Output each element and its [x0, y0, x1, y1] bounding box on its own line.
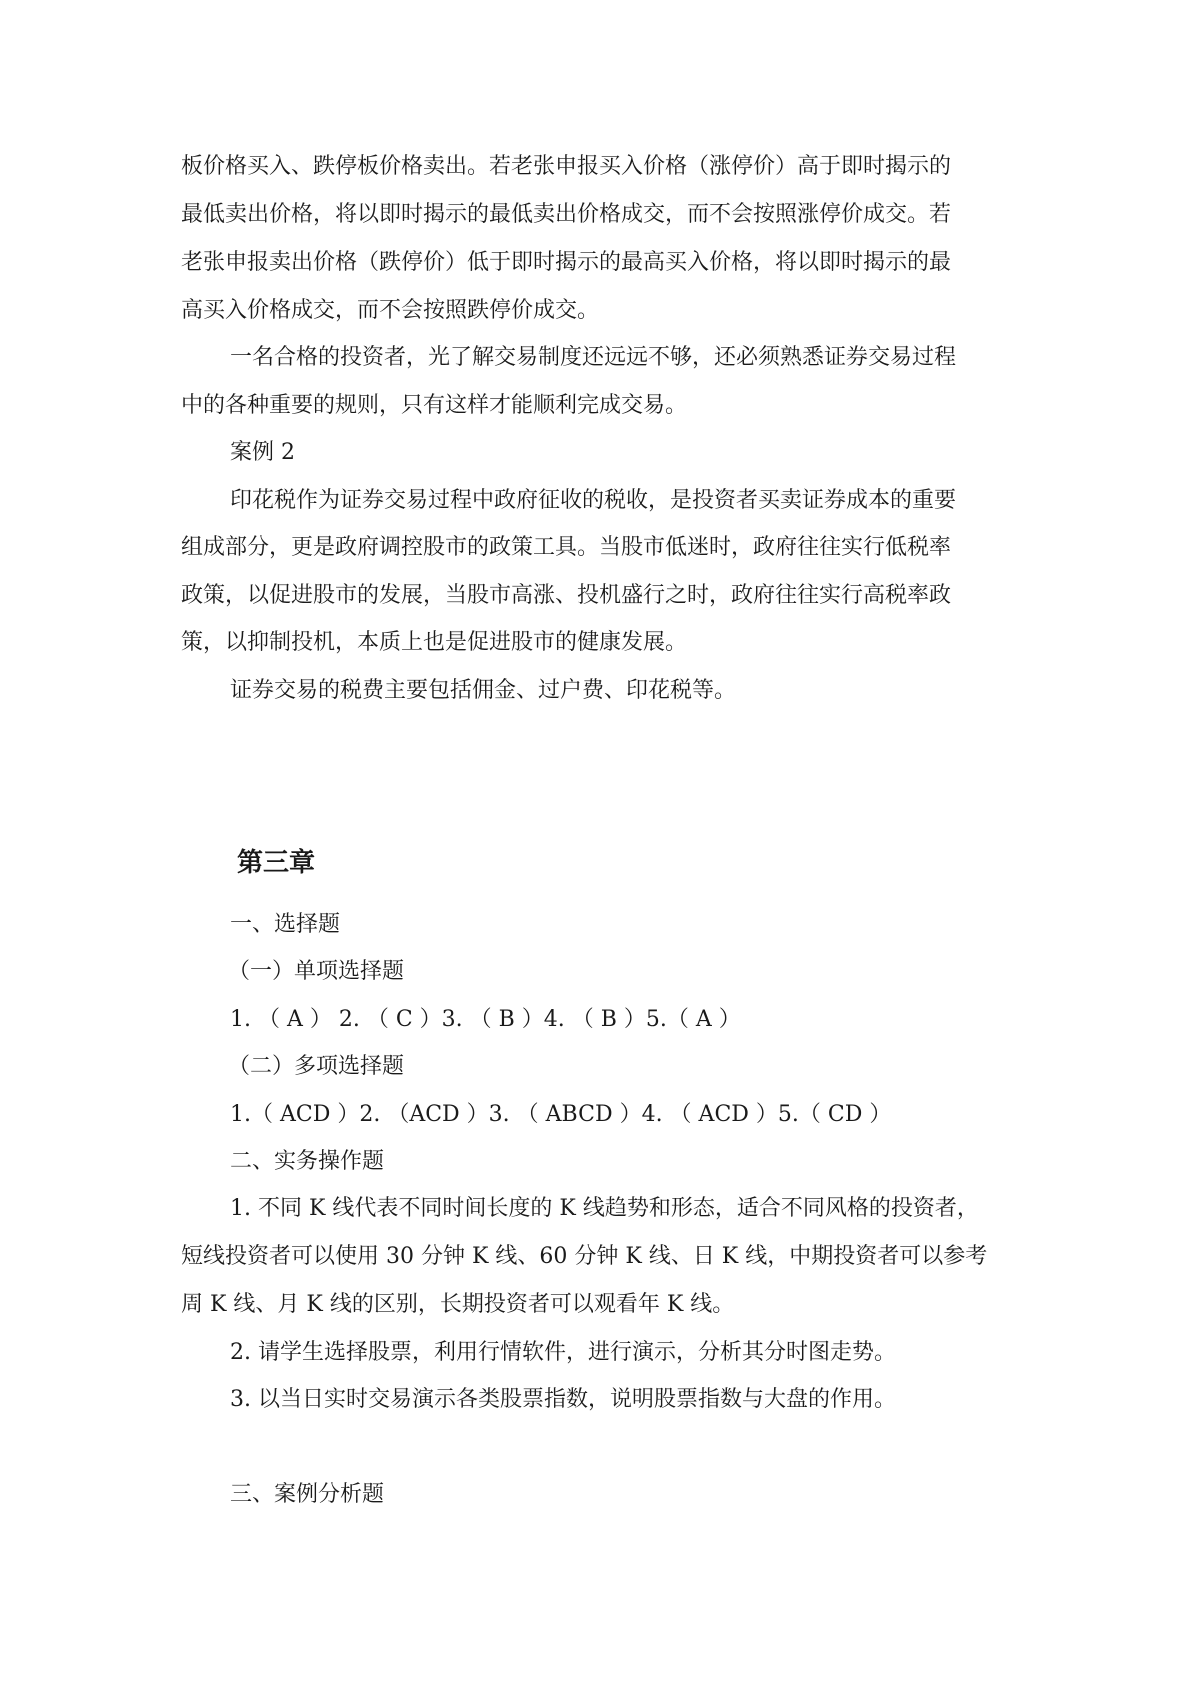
- paragraph-line: 政策，以促进股市的发展，当股市高涨、投机盛行之时，政府往往实行高税率政: [181, 583, 952, 608]
- subsection-title: （一）单项选择题: [228, 959, 405, 984]
- paragraph-line: 证券交易的税费主要包括佣金、过户费、印花税等。: [230, 678, 737, 703]
- subsection-title: （二）多项选择题: [228, 1054, 405, 1079]
- paragraph-line: 一名合格的投资者，光了解交易制度还远远不够，还必须熟悉证券交易过程: [230, 345, 957, 370]
- paragraph-line: 中的各种重要的规则，只有这样才能顺利完成交易。: [181, 393, 688, 418]
- paragraph-line: 周 K 线、月 K 线的区别，长期投资者可以观看年 K 线。: [181, 1292, 735, 1317]
- case-label: 案例 2: [230, 440, 295, 465]
- answer-line: 1.（ ACD ）2. （ACD ）3. （ ABCD ）4. （ ACD ）5.（ CD ）: [230, 1102, 892, 1127]
- paragraph-line: 最低卖出价格，将以即时揭示的最低卖出价格成交，而不会按照涨停价成交。若: [181, 202, 952, 227]
- paragraph-line: 高买入价格成交，而不会按照跌停价成交。: [181, 298, 600, 323]
- paragraph-line: 2. 请学生选择股票，利用行情软件，进行演示，分析其分时图走势。: [230, 1340, 896, 1365]
- section-title: 一、选择题: [230, 912, 341, 937]
- paragraph-line: 印花税作为证券交易过程中政府征收的税收，是投资者买卖证券成本的重要: [230, 488, 957, 513]
- paragraph-line: 板价格买入、跌停板价格卖出。若老张申报买入价格（涨停价）高于即时揭示的: [181, 154, 952, 179]
- paragraph-line: 老张申报卖出价格（跌停价）低于即时揭示的最高买入价格，将以即时揭示的最: [181, 250, 952, 275]
- paragraph-line: 组成部分，更是政府调控股市的政策工具。当股市低迷时，政府往往实行低税率: [181, 535, 952, 560]
- section-title: 二、实务操作题: [230, 1149, 385, 1174]
- answer-line: 1. （ A ） 2. （ C ）3. （ B ）4. （ B ）5.（ A ）: [230, 1007, 741, 1032]
- paragraph-line: 1. 不同 K 线代表不同时间长度的 K 线趋势和形态，适合不同风格的投资者，: [230, 1196, 979, 1221]
- paragraph-line: 策，以抑制投机，本质上也是促进股市的健康发展。: [181, 630, 688, 655]
- chapter-title: 第三章: [237, 848, 316, 878]
- paragraph-line: 短线投资者可以使用 30 分钟 K 线、60 分钟 K 线、日 K 线，中期投资者可以参考: [181, 1244, 988, 1269]
- paragraph-line: 3. 以当日实时交易演示各类股票指数，说明股票指数与大盘的作用。: [230, 1387, 896, 1412]
- section-title: 三、案例分析题: [230, 1482, 385, 1507]
